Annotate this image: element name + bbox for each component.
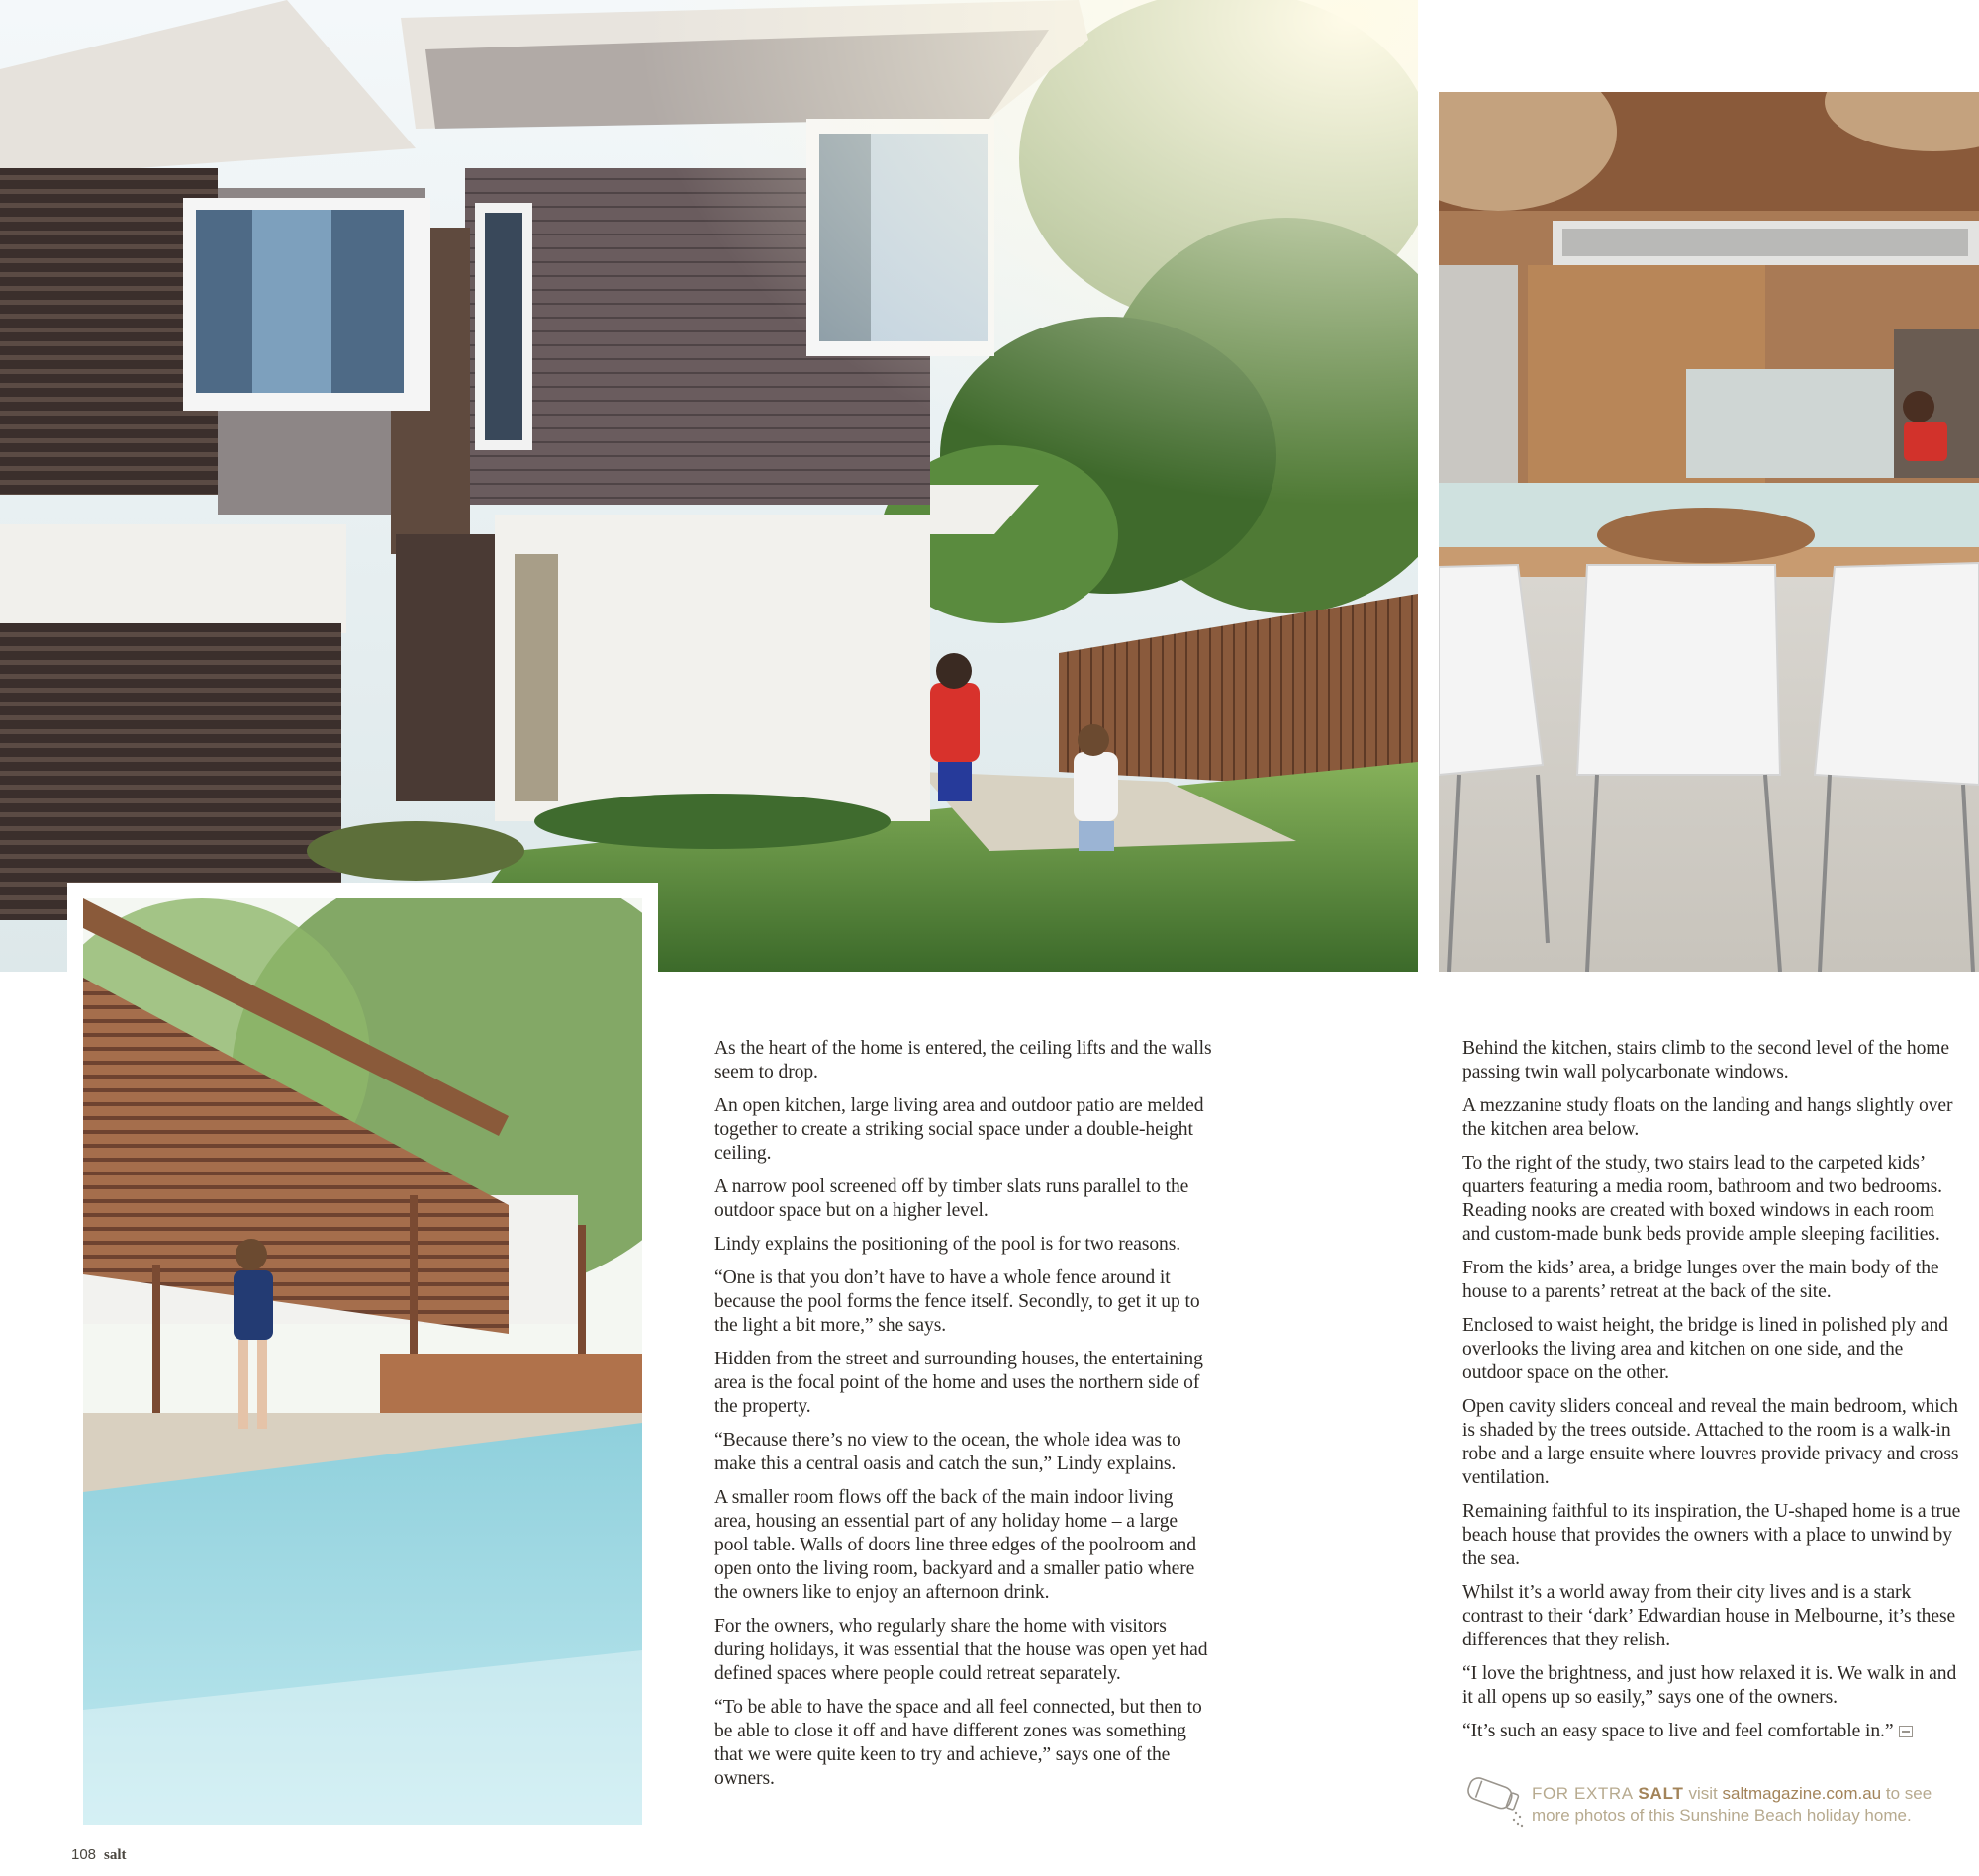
pool-illustration xyxy=(83,898,642,1825)
article-paragraph: An open kitchen, large living area and outdoor patio are melded together to create a striking social space under a double-height ceiling. xyxy=(714,1095,1204,1164)
article-paragraph: Behind the kitchen, stairs climb to the second level of the home passing twin wall polycarbonate windows. xyxy=(1462,1038,1950,1082)
article-paragraph: To the right of the study, two stairs lead to the carpeted kids’ quarters featuring a media room, bathroom and two bedrooms. Reading nooks are created with boxed windows in each room and custom-made bunk beds provide ample sleeping facilities. xyxy=(1462,1153,1942,1245)
page-number: 108 xyxy=(71,1846,97,1863)
article-paragraph: “Because there’s no view to the ocean, the whole idea was to make this a central oasis and catch the sun,” Lindy explains. xyxy=(714,1430,1181,1474)
article-paragraph: Hidden from the street and surrounding houses, the entertaining area is the focal point of the home and uses the northern side of the property. xyxy=(714,1349,1203,1417)
promo-lead: FOR EXTRA xyxy=(1532,1784,1634,1803)
promo-brand: SALT xyxy=(1638,1784,1684,1803)
kitchen-dining-photo xyxy=(1439,92,1979,972)
article-column-middle xyxy=(714,1037,1214,1801)
article-paragraph: A mezzanine study floats on the landing and hangs slightly over the kitchen area below. xyxy=(1462,1095,1953,1140)
salt-shaker-icon xyxy=(1459,1769,1524,1829)
end-of-article-icon xyxy=(1899,1726,1913,1737)
promo-text xyxy=(1532,1783,1967,1827)
page-folio xyxy=(71,1846,127,1864)
promo-tail: to see more photos of this Sunshine Beach holiday home. xyxy=(1532,1784,1932,1825)
article-paragraph: “I love the brightness, and just how relaxed it is. We walk in and it all opens up so easily,” says one of the owners. xyxy=(1462,1663,1957,1708)
article-column-right xyxy=(1462,1037,1962,1753)
house-exterior-photo xyxy=(0,0,1418,972)
article-paragraph: Remaining faithful to its inspiration, the U-shaped home is a true beach house that provides the owners with a place to unwind by the sea. xyxy=(1462,1501,1961,1569)
closing-text: “It’s such an easy space to live and feel comfortable in.” xyxy=(1462,1721,1894,1741)
article-paragraph: Whilst it’s a world away from their city lives and is a stark contrast to their ‘dark’ Edwardian house in Melbourne, it’s these differences that they relish. xyxy=(1462,1582,1956,1650)
magazine-name: salt xyxy=(104,1847,127,1863)
article-paragraph: A smaller room flows off the back of the main indoor living area, housing an essential part of any holiday home – a large pool table. Walls of doors line three edges of the poolroom and open onto the living room, backyard and a smaller patio where the owners like to enjoy an afternoon drink. xyxy=(714,1487,1196,1603)
extra-salt-promo xyxy=(1459,1769,1973,1838)
promo-visit: visit xyxy=(1688,1784,1718,1803)
article-paragraph: As the heart of the home is entered, the ceiling lifts and the walls seem to drop. xyxy=(714,1038,1212,1082)
pool-photo xyxy=(83,898,642,1825)
article-paragraph: Enclosed to waist height, the bridge is lined in polished ply and overlooks the living area and kitchen on one side, and the outdoor space on the other. xyxy=(1462,1315,1948,1383)
kitchen-dining-illustration xyxy=(1439,92,1979,972)
article-paragraph: “To be able to have the space and all feel connected, but then to be able to close it off and have different zones was something that we were quite keen to try and achieve,” says one of the owners. xyxy=(714,1697,1202,1789)
article-paragraph: “One is that you don’t have to have a whole fence around it because the pool forms the fence itself. Secondly, to get it up to the light a bit more,” she says. xyxy=(714,1267,1200,1336)
article-paragraph: From the kids’ area, a bridge lunges over the main body of the house to a parents’ retreat at the back of the site. xyxy=(1462,1258,1939,1302)
article-paragraph: A narrow pool screened off by timber slats runs parallel to the outdoor space but on a higher level. xyxy=(714,1176,1189,1221)
promo-website-link[interactable]: saltmagazine.com.au xyxy=(1722,1784,1882,1803)
article-paragraph: Lindy explains the positioning of the pool is for two reasons. xyxy=(714,1234,1181,1255)
article-closing-paragraph xyxy=(1462,1720,1962,1743)
article-paragraph: Open cavity sliders conceal and reveal the main bedroom, which is shaded by the trees outside. Attached to the room is a walk-in robe and a large ensuite where louvres provide privacy and cross ventilation. xyxy=(1462,1396,1959,1488)
article-paragraph: For the owners, who regularly share the home with visitors during holidays, it was essential that the house was open yet had defined spaces where people could retreat separately. xyxy=(714,1616,1208,1684)
house-exterior-illustration xyxy=(0,0,1418,972)
